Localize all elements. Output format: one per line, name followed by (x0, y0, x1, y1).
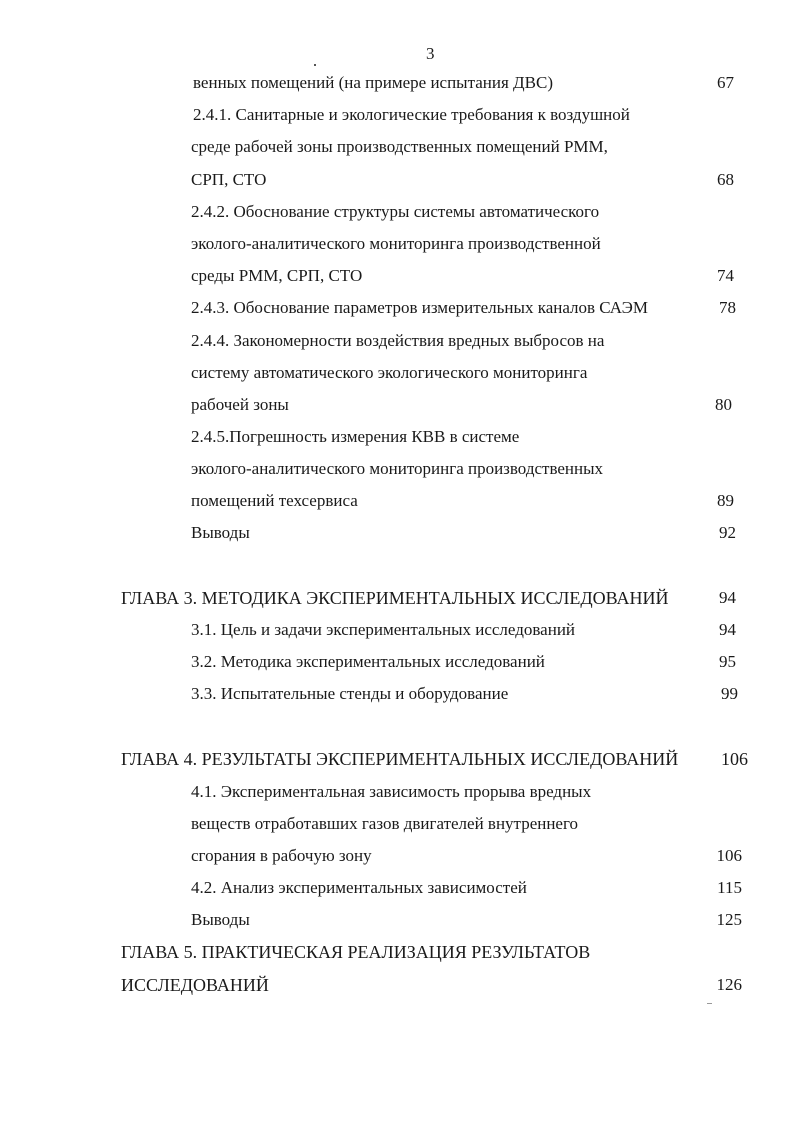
chapter-heading: ИССЛЕДОВАНИЙ (121, 975, 269, 995)
toc-page-number: 89 (717, 491, 734, 510)
toc-line: эколого-аналитического мониторинга производственных (191, 459, 604, 478)
chapter-heading: ГЛАВА 5. ПРАКТИЧЕСКАЯ РЕАЛИЗАЦИЯ РЕЗУЛЬТАТОВ (121, 942, 591, 962)
toc-line: 2.4.5.Погрешность измерения КВВ в системе (191, 427, 520, 446)
toc-page-number: 106 (721, 749, 748, 769)
toc-line: венных помещений (на примере испытания ДВС) (193, 73, 553, 92)
chapter-heading: ГЛАВА 3. МЕТОДИКА ЭКСПЕРИМЕНТАЛЬНЫХ ИССЛЕДОВАНИЙ (121, 588, 669, 608)
speck-mark (707, 1003, 712, 1004)
toc-line: СРП, СТО (191, 170, 267, 189)
toc-page-number: 68 (717, 170, 734, 189)
toc-line: 2.4.4. Закономерности воздействия вредных выбросов на (191, 331, 605, 350)
toc-line: эколого-аналитического мониторинга производственной (191, 234, 601, 253)
toc-line: сгорания в рабочую зону (191, 846, 372, 865)
toc-line: 4.1. Экспериментальная зависимость прорыва вредных (191, 782, 592, 801)
toc-line: 4.2. Анализ экспериментальных зависимостей (191, 878, 527, 897)
toc-page-number: 94 (719, 588, 736, 607)
toc-line: помещений техсервиса (191, 491, 358, 510)
toc-line: 2.4.3. Обоснование параметров измерительных каналов САЭМ (191, 298, 648, 317)
toc-page-number: 99 (721, 684, 738, 703)
page-number: 3 (426, 44, 435, 63)
toc-line: 2.4.2. Обоснование структуры системы автоматического (191, 202, 600, 221)
toc-line: Выводы (191, 910, 250, 929)
toc-page-number: 78 (719, 298, 736, 317)
toc-line: среде рабочей зоны производственных помещений РММ, (191, 137, 608, 156)
toc-line: 3.1. Цель и задачи экспериментальных исследований (191, 620, 576, 639)
toc-page-number: 67 (717, 73, 734, 92)
chapter-heading: ГЛАВА 4. РЕЗУЛЬТАТЫ ЭКСПЕРИМЕНТАЛЬНЫХ ИССЛЕДОВАНИЙ (121, 749, 679, 769)
toc-page-number: 92 (719, 523, 736, 542)
toc-line: веществ отработавших газов двигателей внутреннего (191, 814, 579, 833)
toc-line: среды РММ, СРП, СТО (191, 266, 363, 285)
toc-line: 3.2. Методика экспериментальных исследований (191, 652, 545, 671)
toc-page-number: 94 (719, 620, 736, 639)
toc-line: 2.4.1. Санитарные и экологические требования к воздушной (193, 105, 630, 124)
toc-line: систему автоматического экологического мониторинга (191, 363, 588, 382)
toc-page-number: 106 (716, 846, 742, 865)
toc-line: рабочей зоны (191, 395, 289, 414)
toc-page-number: 95 (719, 652, 736, 671)
speck-mark (314, 64, 316, 66)
toc-page-number: 74 (717, 266, 734, 285)
toc-line: 3.3. Испытательные стенды и оборудование (191, 684, 509, 703)
toc-line: Выводы (191, 523, 250, 542)
toc-page-number: 80 (715, 395, 732, 414)
toc-page-number: 126 (716, 975, 742, 994)
toc-page-number: 125 (716, 910, 742, 929)
toc-page-number: 115 (717, 878, 742, 897)
